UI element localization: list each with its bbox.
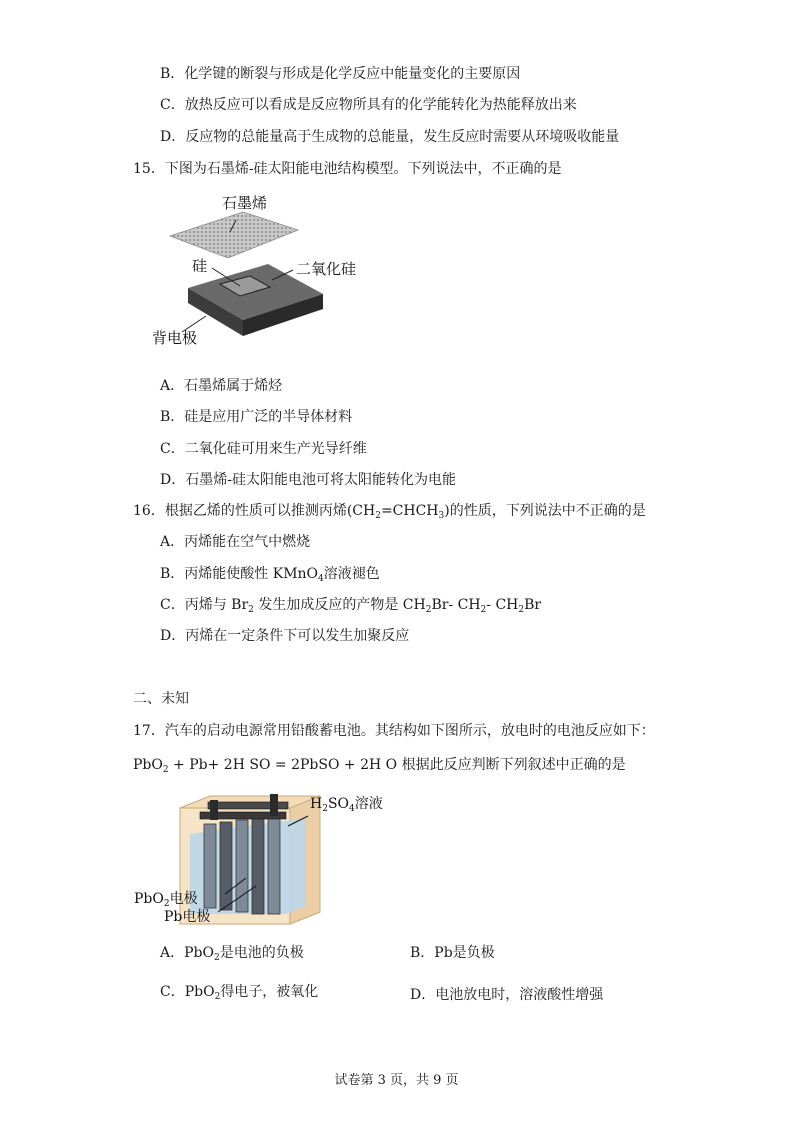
back-electrode-label: 背电极 [152,330,198,347]
q16-option-d: D．丙烯在一定条件下可以发生加聚反应 [160,628,410,644]
q16-option-c: C．丙烯与 $Br_2$ 发生加成反应的产物是 $CH_2Br-$ $CH_2-$ $CH_2Br$ [160,597,542,615]
q15-option-c: C．二氧化硅可用来生产光导纤维 [160,441,367,457]
q15-stem: 15．下图为石墨烯-硅太阳能电池结构模型。下列说法中，不正确的是 [133,161,562,177]
graphene-label: 石墨烯 [222,195,268,212]
pbo2-electrode-label: PbO$_2$电极 [134,891,198,909]
page-footer: 试卷第 3 页，共 9 页 [334,1073,459,1088]
pb-electrode-label: Pb电极 [164,909,211,925]
h2so4-label: $H_2SO_4$溶液 [310,796,383,814]
q15-option-a: A．石墨烯属于烯烃 [160,378,283,394]
q15-option-b: B．硅是应用广泛的半导体材料 [160,409,353,425]
q14-option-b: B．化学键的断裂与形成是化学反应中能量变化的主要原因 [160,66,521,82]
q17-equation: PbO$_2$ + Pb+ 2H SO = 2PbSO + 2H O 根据此反应判断下列叙述中正确的是 [133,757,626,775]
q17-option-c: C．PbO$_2$得电子，被氧化 [160,984,319,1002]
graphene-solar-cell-figure [148,190,388,354]
silicon-dioxide-label: 二氧化硅 [296,261,357,278]
q17-option-b: B．Pb是负极 [410,945,495,961]
q14-option-d: D．反应物的总能量高于生成物的总能量，发生反应时需要从环境吸收能量 [160,129,620,145]
lead-acid-battery-figure [130,790,395,930]
q17-stem: 17．汽车的启动电源常用铅酸蓄电池。其结构如下图所示，放电时的电池反应如下： [133,723,655,739]
section-title: 二、未知 [133,691,189,707]
q16-option-a: A．丙烯能在空气中燃烧 [160,534,311,550]
silicon-label: 硅 [192,258,208,275]
q17-option-a: A．PbO$_2$是电池的负极 [160,945,304,963]
q17-option-d: D．电池放电时，溶液酸性增强 [410,987,604,1003]
q14-option-c: C．放热反应可以看成是反应物所具有的化学能转化为热能释放出来 [160,97,577,113]
q16-option-b: B．丙烯能使酸性 KMnO$_4$溶液褪色 [160,566,380,584]
q16-stem: 16．根据乙烯的性质可以推测丙烯$(CH_2=CHCH_3)$的性质，下列说法中不正确的是 [133,503,646,521]
q15-option-d: D．石墨烯-硅太阳能电池可将太阳能转化为电能 [160,472,456,488]
graphene-layer [170,212,298,258]
